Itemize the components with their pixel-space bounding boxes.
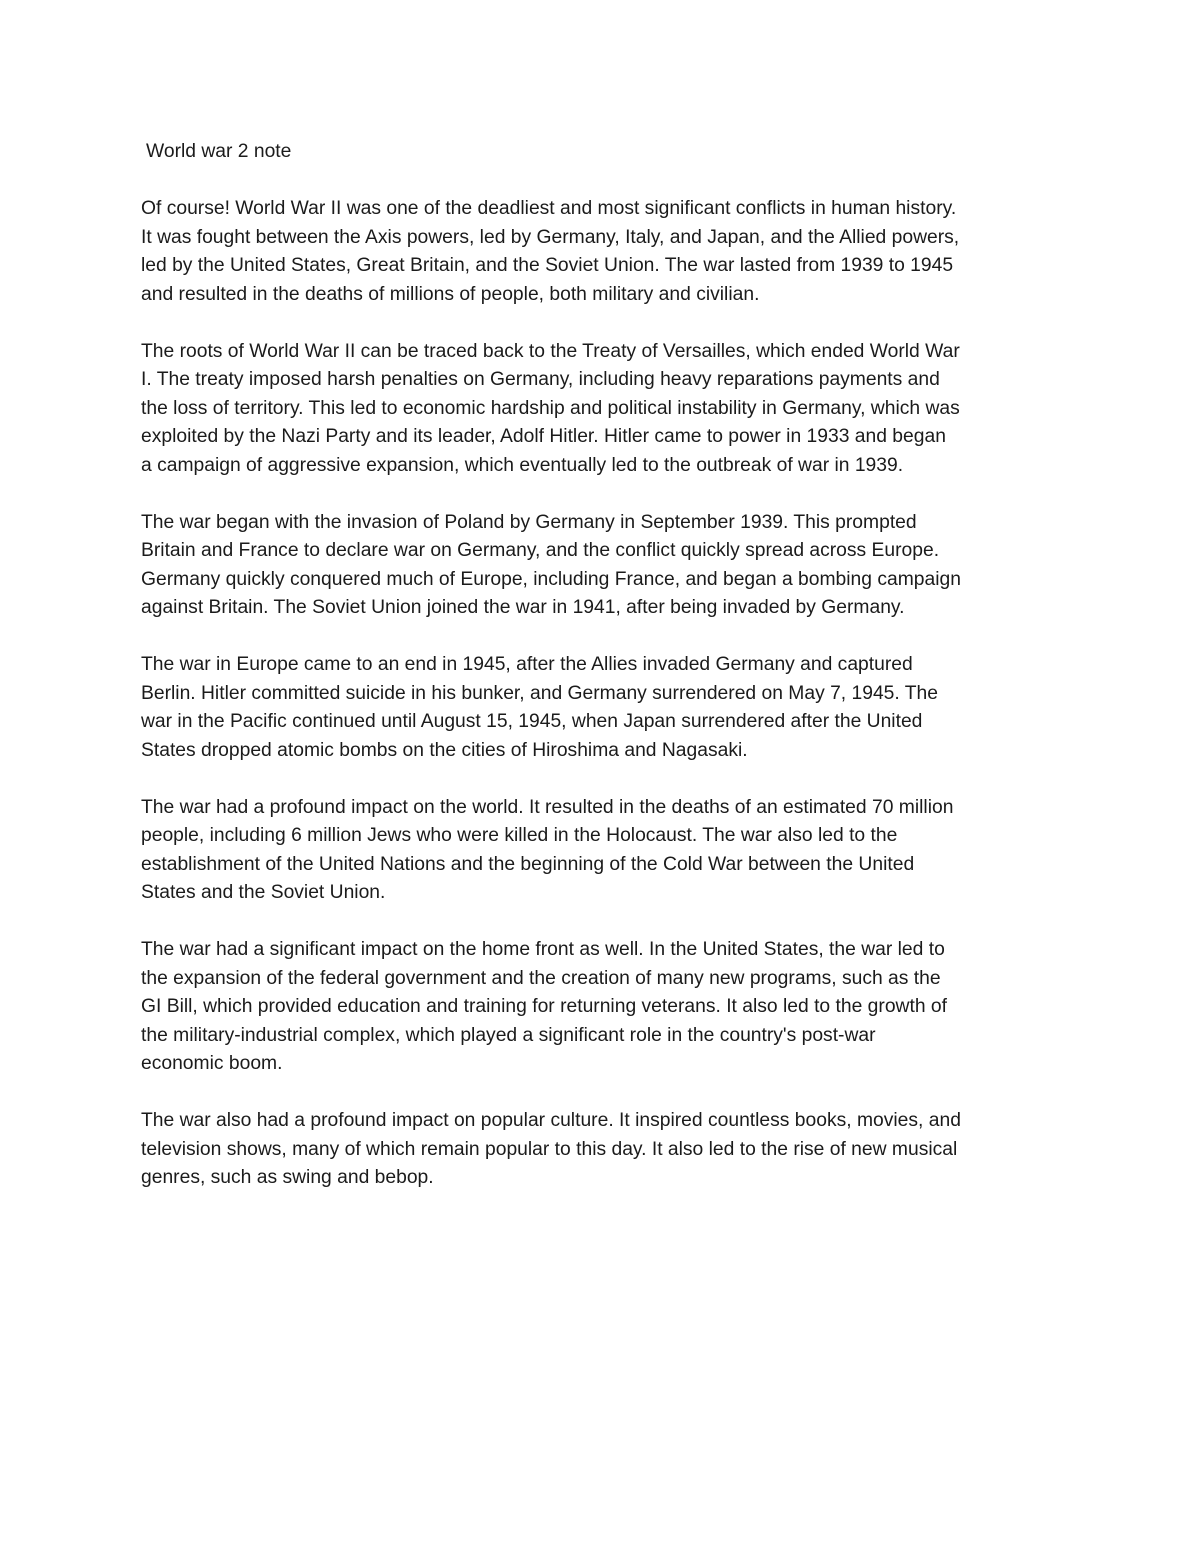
paragraph-line: States and the Soviet Union. — [141, 882, 386, 903]
paragraph-line: Berlin. Hitler committed suicide in his bunker, and Germany surrendered on May 7, 1945. The — [141, 682, 938, 704]
paragraph-line: genres, such as swing and bebop. — [141, 1167, 434, 1188]
paragraph-line: The war began with the invasion of Poland by Germany in September 1939. This prompted — [141, 511, 917, 533]
paragraph-line: The war had a significant impact on the home front as well. In the United States, the war led to — [141, 939, 945, 960]
paragraph-line: people, including 6 million Jews who were killed in the Holocaust. The war also led to the — [141, 825, 898, 846]
paragraph-line: and resulted in the deaths of millions of people, both military and civilian. — [141, 283, 760, 305]
paragraph — [141, 195, 1071, 309]
paragraph-line: the expansion of the federal government and the creation of many new programs, such as the — [141, 967, 941, 989]
paragraph — [141, 1107, 1071, 1193]
paragraph-line: The war had a profound impact on the world. It resulted in the deaths of an estimated 70 million — [141, 796, 954, 818]
paragraph-line: Of course! World War II was one of the deadliest and most significant conflicts in human history. — [141, 198, 957, 219]
paragraph-line: the military-industrial complex, which played a significant role in the country's post-war — [141, 1024, 876, 1046]
paragraph-line: The roots of World War II can be traced back to the Treaty of Versailles, which ended World War — [141, 340, 960, 362]
paragraph-line: war in the Pacific continued until August 15, 1945, when Japan surrendered after the United — [141, 711, 923, 732]
paragraph — [141, 794, 1071, 908]
paragraph-line: a campaign of aggressive expansion, which eventually led to the outbreak of war in 1939. — [141, 454, 904, 476]
paragraph-line: The war in Europe came to an end in 1945, after the Allies invaded Germany and captured — [141, 654, 913, 675]
paragraph-line: Britain and France to declare war on Germany, and the conflict quickly spread across Europe. — [141, 540, 940, 561]
paragraph — [141, 936, 1071, 1079]
paragraph-line: led by the United States, Great Britain, and the Soviet Union. The war lasted from 1939 to 1945 — [141, 255, 954, 276]
paragraph-line: It was fought between the Axis powers, led by Germany, Italy, and Japan, and the Allied powers, — [141, 226, 960, 248]
paragraph-line: economic boom. — [141, 1053, 283, 1074]
paragraph — [141, 509, 1071, 623]
paragraph-line: States dropped atomic bombs on the cities of Hiroshima and Nagasaki. — [141, 739, 748, 761]
paragraph — [141, 651, 1071, 765]
paragraph-line: against Britain. The Soviet Union joined the war in 1941, after being invaded by Germany. — [141, 597, 905, 618]
paragraph-line: The war also had a profound impact on popular culture. It inspired countless books, movies, and — [141, 1110, 961, 1131]
paragraph — [141, 338, 1071, 481]
paragraph-line: I. The treaty imposed harsh penalties on Germany, including heavy reparations payments and — [141, 369, 940, 390]
paragraph-line: exploited by the Nazi Party and its leader, Adolf Hitler. Hitler came to power in 1933 and began — [141, 426, 946, 447]
paragraph-line: Germany quickly conquered much of Europe, including France, and began a bombing campaign — [141, 568, 961, 590]
document-body — [141, 138, 1071, 1221]
paragraph-line: the loss of territory. This led to economic hardship and political instability in Germany, which was — [141, 397, 960, 419]
document-title: World war 2 note — [146, 141, 292, 162]
paragraph-line: television shows, many of which remain popular to this day. It also led to the rise of new musical — [141, 1138, 958, 1160]
paragraph-line: establishment of the United Nations and the beginning of the Cold War between the United — [141, 853, 915, 875]
paragraph-line: GI Bill, which provided education and training for returning veterans. It also led to the growth of — [141, 996, 947, 1017]
